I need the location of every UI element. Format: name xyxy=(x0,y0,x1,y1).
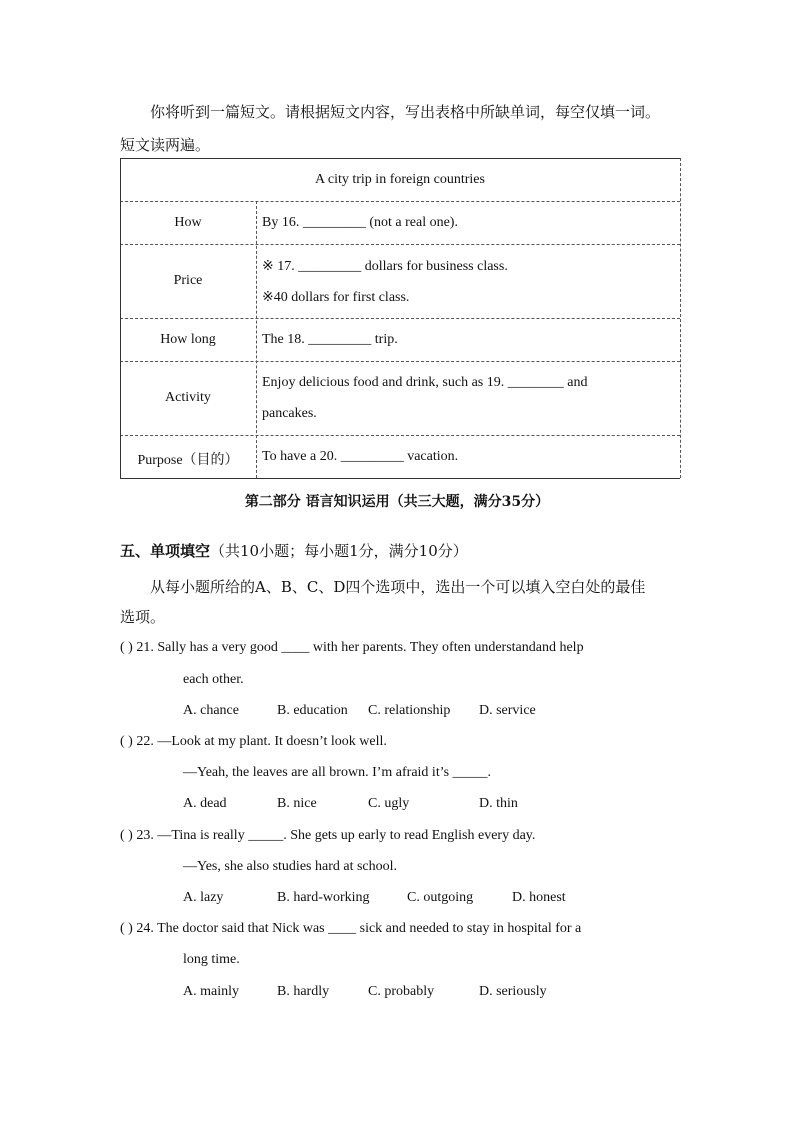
question-22-stem-cont: —Yeah, the leaves are all brown. I’m afraid it’s _____. xyxy=(183,765,492,780)
section5-instruction-line2: 选项。 xyxy=(120,608,166,626)
question-22-option-c: C. ugly xyxy=(368,796,410,811)
question-21-option-c: C. relationship xyxy=(368,703,451,718)
question-21-option-a: A. chance xyxy=(183,703,239,718)
question-23-stem: ( ) 23. —Tina is really _____. She gets up early to read English every day. xyxy=(120,828,536,843)
row-value-activity-2: pancakes. xyxy=(262,406,317,421)
question-21-stem-cont: each other. xyxy=(183,672,244,687)
row-value-how-long: The 18. _________ trip. xyxy=(262,332,398,347)
row-label-how: How xyxy=(174,215,202,230)
section5-heading-row xyxy=(120,540,468,561)
row-label-price: Price xyxy=(173,273,203,288)
question-22-option-b: B. nice xyxy=(277,796,317,811)
question-21-stem: ( ) 21. Sally has a very good ____ with her parents. They often understandand help xyxy=(120,640,584,655)
row-value-purpose: To have a 20. _________ vacation. xyxy=(262,449,459,464)
section5-heading-note: （共10小题；每小题1分，满分10分） xyxy=(210,542,468,560)
question-21-option-d: D. service xyxy=(479,703,536,718)
table-title: A city trip in foreign countries xyxy=(315,172,485,187)
row-label-how-long: How long xyxy=(160,332,216,347)
part2-heading: 第二部分 语言知识运用（共三大题，满分35分） xyxy=(244,494,550,510)
question-23-option-c: C. outgoing xyxy=(407,890,474,905)
question-24-option-a: A. mainly xyxy=(183,984,239,999)
listening-table xyxy=(120,158,680,478)
question-23-stem-cont: —Yes, she also studies hard at school. xyxy=(183,859,398,874)
row-label-activity: Activity xyxy=(165,390,211,405)
row-value-how: By 16. _________ (not a real one). xyxy=(262,215,458,230)
question-24-option-c: C. probably xyxy=(368,984,435,999)
row-value-activity-1: Enjoy delicious food and drink, such as 19. ________ and xyxy=(262,375,588,390)
question-24-option-b: B. hardly xyxy=(277,984,330,999)
question-22-stem: ( ) 22. —Look at my plant. It doesn’t look well. xyxy=(120,734,387,749)
row-value-price-1: ※ 17. _________ dollars for business class. xyxy=(262,259,508,274)
question-23-option-b: B. hard-working xyxy=(277,890,370,905)
question-22-option-d: D. thin xyxy=(479,796,518,811)
question-24-stem: ( ) 24. The doctor said that Nick was ____ sick and needed to stay in hospital for a xyxy=(120,921,582,936)
question-23-option-a: A. lazy xyxy=(183,890,224,905)
listening-instruction-line1: 你将听到一篇短文。请根据短文内容，写出表格中所缺单词，每空仅填一词。 xyxy=(150,103,661,121)
section5-instruction-line1: 从每小题所给的A、B、C、D四个选项中，选出一个可以填入空白处的最佳 xyxy=(150,578,646,596)
question-24-option-d: D. seriously xyxy=(479,984,547,999)
row-label-purpose: Purpose（目的） xyxy=(137,453,239,468)
listening-instruction-line2: 短文读两遍。 xyxy=(120,136,211,154)
question-23-option-d: D. honest xyxy=(512,890,566,905)
row-value-price-2: ※40 dollars for first class. xyxy=(262,290,410,305)
question-22-option-a: A. dead xyxy=(183,796,227,811)
question-24-stem-cont: long time. xyxy=(183,952,240,967)
section5-heading: 五、单项填空 xyxy=(120,542,211,560)
question-21-option-b: B. education xyxy=(277,703,348,718)
